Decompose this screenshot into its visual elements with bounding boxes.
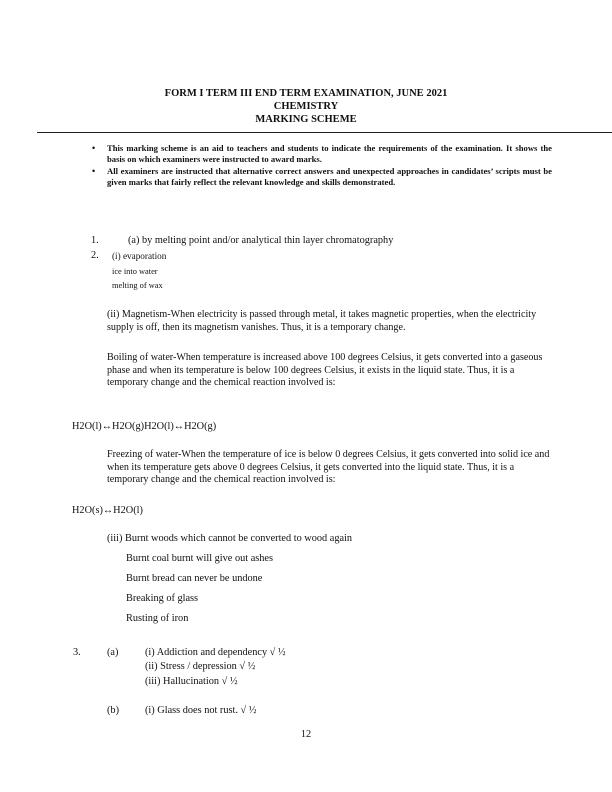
- q3-part-a-item: (ii) Stress / depression √ ½: [145, 661, 256, 672]
- q3-part-a-label: (a): [107, 647, 119, 658]
- question-1-answer: (a) by melting point and/or analytical thin layer chromatography: [128, 235, 394, 246]
- q3-part-b-label: (b): [107, 705, 120, 716]
- q3-part-a-item: (i) Addiction and dependency √ ½: [145, 647, 286, 658]
- instruction-bullet-1: This marking scheme is an aid to teachers and students to indicate the requirements of the examination. It shows the basis on which examiners were instructed to award marks.: [107, 143, 552, 165]
- q2-part-iii-item: Burnt bread can never be undone: [126, 573, 263, 584]
- subject-title: CHEMISTRY: [273, 101, 339, 112]
- q2-equation-1: H2O(l)↔H2O(g)H2O(l)↔H2O(g): [72, 421, 217, 432]
- instruction-bullet-2: All examiners are instructed that alternative correct answers and unexpected approaches in candidates’ scripts must be given marks that fairly reflect the relevant knowledge and skills demonstrated.: [107, 166, 552, 188]
- header-rule: [37, 132, 612, 133]
- q2-part-iii-item: Rusting of iron: [126, 613, 189, 624]
- q2-equation-2: H2O(s)↔H2O(l): [72, 505, 143, 516]
- q2-part-i-item: ice into water: [112, 267, 158, 276]
- exam-title: FORM I TERM III END TERM EXAMINATION, JUNE 2021: [164, 88, 448, 99]
- q3-part-a-item: (iii) Hallucination √ ½: [145, 676, 238, 687]
- question-1-number: 1.: [91, 235, 99, 246]
- page-number: 12: [300, 729, 312, 740]
- bullet-icon: •: [92, 143, 96, 153]
- bullet-icon: •: [92, 166, 96, 176]
- question-3-number: 3.: [73, 647, 81, 658]
- q2-freezing-text: Freezing of water-When the temperature of ice is below 0 degrees Celsius, it gets converted into solid ice and when its temperature gets above 0 degrees Celsius, it gets converted into the liquid state. Thus, it is a temporary change and the chemical reaction involved is:: [107, 449, 550, 486]
- q2-boiling-text: Boiling of water-When temperature is increased above 100 degrees Celsius, it gets converted into a gaseous phase and when its temperature is below 100 degrees Celsius, it exists in the liquid state. Thus, it is a temporary change and the chemical reaction involved is:: [107, 352, 543, 389]
- document-title: MARKING SCHEME: [255, 114, 357, 125]
- q2-part-iii-item: Breaking of glass: [126, 593, 199, 604]
- q2-part-iii-item: Burnt coal burnt will give out ashes: [126, 553, 273, 564]
- q2-part-iii-label: (iii) Burnt woods which cannot be converted to wood again: [107, 533, 353, 544]
- q2-part-i-label: (i) evaporation: [112, 251, 167, 261]
- q3-part-b-item: (i) Glass does not rust. √ ½: [145, 705, 257, 716]
- q2-part-ii-text: (ii) Magnetism-When electricity is passed through metal, it takes magnetic properties, when the electricity supply is off, then its magnetism vanishes. Thus, it is a temporary change.: [107, 309, 537, 333]
- question-2-number: 2.: [91, 250, 99, 261]
- q2-part-i-item: melting of wax: [112, 281, 163, 290]
